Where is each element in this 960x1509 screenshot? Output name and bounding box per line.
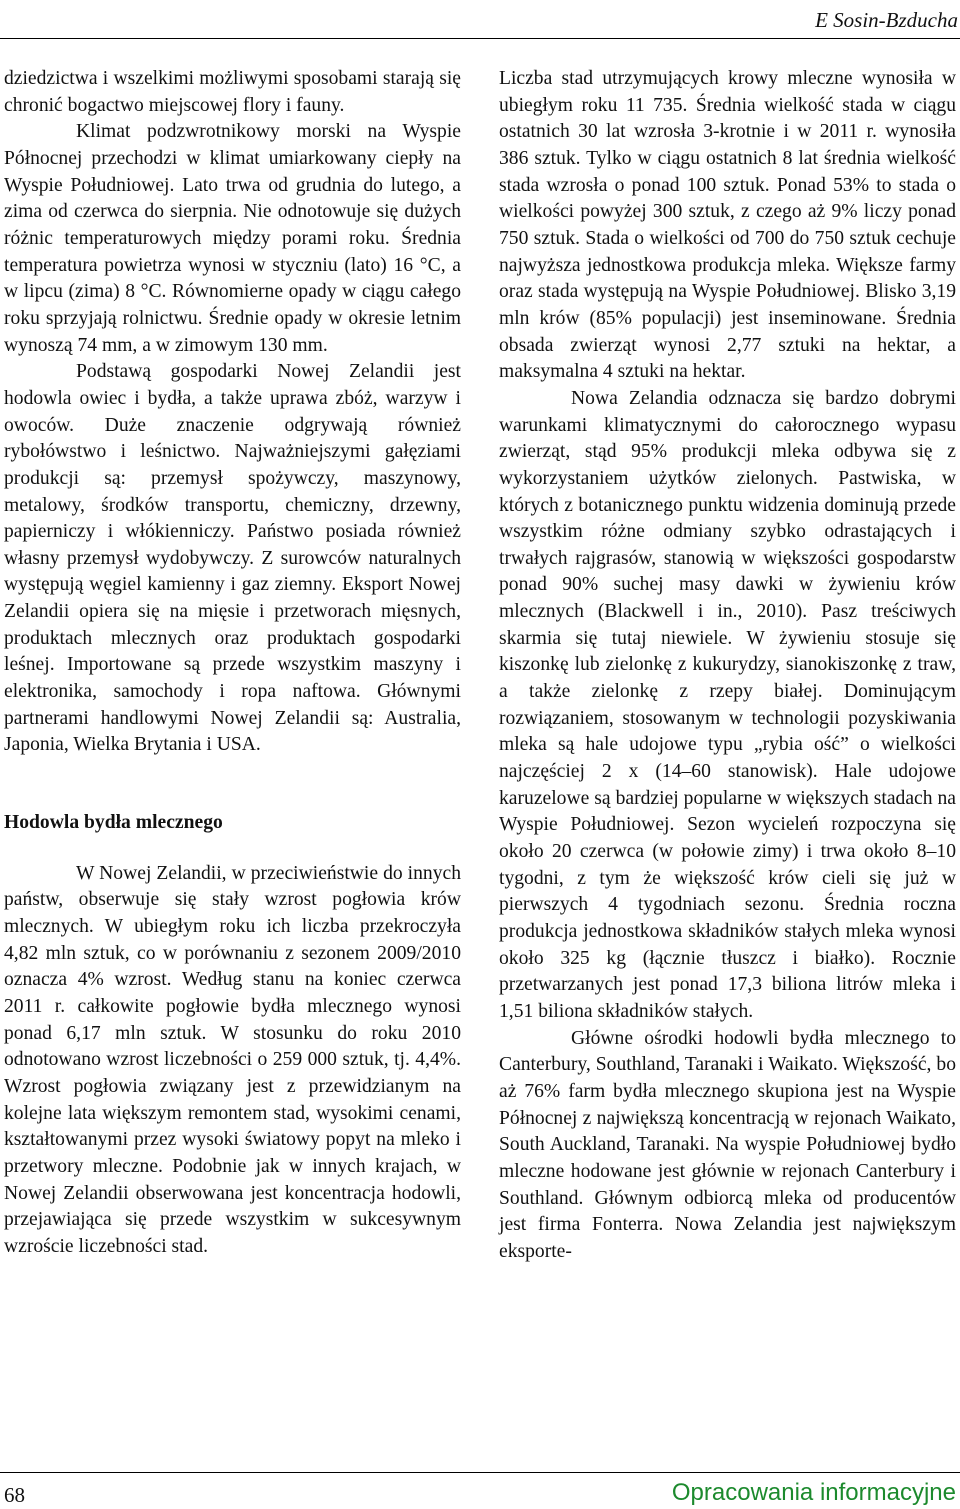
paragraph: Główne ośrodki hodowli bydła mlecznego to Canterbury, Southland, Taranaki i Waikato. Większość, bo aż 76% farm bydła mlecznego skupiona jest na Wyspie Północnej z największą koncentracją w rejonach Waikato, South Auckland, Taranaki. Na wyspie Południowej bydło mleczne hodowane jest głównie w rejonach Canterbury i Southland. Głównym odbiorcą mleka od producentów jest firma Fonterra. Nowa Zelandia jest największym eksporte- <box>499 1027 956 1262</box>
paragraph: Liczba stad utrzymujących krowy mleczne wynosiła w ubiegłym roku 11 735. Średnia wielkość stada w ciągu ostatnich 30 lat wzrosła 3-krotnie i w 2011 r. wynosiła 386 sztuk. Tylko w ciągu ostatnich 8 lat średnia wielkość stada wzrosła o ponad 100 sztuk. Ponad 53% to stada o wielkości powyżej 300 sztuk, z czego aż 9% liczy ponad 750 sztuk. Stada o wielkości od 700 do 750 sztuk cechuje najwyższa jednostkowa produkcja mleka. Większe farmy oraz stada występują na Wyspie Południowej. Blisko 3,19 mln krów (85% populacji) jest inseminowane. Średnia obsada zwierząt wynosi 2,77 sztuki na hektar, a maksymalna 4 sztuki na hektar. <box>499 68 956 383</box>
paragraph: Podstawą gospodarki Nowej Zelandii jest hodowla owiec i bydła, a także uprawa zbóż, warzyw i owoców. Duże znaczenie odgrywają również rybołówstwo i leśnictwo. Najważniejszymi gałęziami produkcji są: przemysł spożywczy, maszynowy, metalowy, środków transportu, chemiczny, drzewny, papierniczy i włókienniczy. Państwo posiada również własny przemysł wydobywczy. Z surowców naturalnych występują węgiel kamienny i gaz ziemny. Eksport Nowej Zelandii opiera się na mięsie i przetworach mięsnych, produktach mlecznych oraz produktach gospodarki leśnej. Importowane są przede wszystkim maszyny i elektronika, samochody i ropa naftowa. Głównymi partnerami handlowymi Nowej Zelandii są: Australia, Japonia, Wielka Brytania i USA. <box>4 361 461 756</box>
page-number: 68 <box>4 1483 25 1507</box>
right-column <box>499 66 956 1266</box>
left-column <box>4 66 461 1261</box>
paragraph: W Nowej Zelandii, w przeciwieństwie do innych państw, obserwuje się stały wzrost pogłowia krów mlecznych. W ubiegłym roku ich liczba przekroczyła 4,82 mln sztuk, co w porównaniu z sezonem 2009/2010 oznacza 4% wzrost. Według stanu na koniec czerwca 2011 r. całkowite pogłowie bydła mlecznego wynosi ponad 6,17 mln sztuk. W stosunku do roku 2010 odnotowano wzrost liczebności o 259 000 sztuk, tj. 4,4%. Wzrost pogłowia związany jest z przewidzianym na kolejne lata większym remontem stad, wysokimi cenami, kształtowanymi przez wysoki światowy popyt na mleko i przetwory mleczne. Podobnie jak w innych krajach, w Nowej Zelandii obserwowana jest koncentracja hodowli, przejawiająca się przede wszystkim w sukcesywnym wzroście liczebności stad. <box>4 862 461 1257</box>
paragraph: dziedzictwa i wszelkimi możliwymi sposobami starają się chronić bogactwo miejscowej flory i fauny. <box>4 68 461 116</box>
section-heading: Hodowla bydła mlecznego <box>4 812 223 834</box>
page-header <box>0 6 960 39</box>
running-head-author: E Sosin-Bzducha <box>815 8 958 32</box>
journal-section-title: Opracowania informacyjne <box>671 1479 956 1506</box>
page-footer <box>0 1472 960 1509</box>
paragraph: Klimat podzwrotnikowy morski na Wyspie Północnej przechodzi w klimat umiarkowany ciepły na Wyspie Południowej. Lato trwa od grudnia do lutego, a zima od czerwca do sierpnia. Nie odnotowuje się dużych różnic temperaturowych między porami roku. Średnia temperatura powietrza wynosi w styczniu (lato) 16 °C, a w lipcu (zima) 8 °C. Równomierne opady w ciągu całego roku sprzyjają rolnictwu. Średnie opady w okresie letnim wynoszą 74 mm, a w zimowym 130 mm. <box>4 121 461 356</box>
paragraph: Nowa Zelandia odznacza się bardzo dobrymi warunkami klimatycznymi do całorocznego wypasu zwierząt, stąd 95% produkcji mleka odbywa się z wykorzystaniem użytków zielonych. Pastwiska, w których z botanicznego punktu widzenia dominują przede wszystkim różne odmiany szybko odrastających i trwałych rajgrasów, stanowią w większości gospodarstw ponad 90% suchej masy dawki w żywieniu krów mlecznych (Blackwell i in., 2010). Pasz treściwych skarmia się tutaj niewiele. W żywieniu stosuje się kiszonkę lub zielonkę z kukurydzy, sianokiszonkę z traw, a także zielonkę z rzepy białej. Dominującym rozwiązaniem, stosowanym w technologii pozyskiwania mleka są hale udojowe typu „rybia ość” o wielkości najczęściej 2 x (14–60 stanowisk). Hale udojowe karuzelowe są bardziej popularne w większych stadach na Wyspie Południowej. Sezon wycieleń rozpoczyna się około 20 czerwca (w połowie zimy) i trwa około 8–10 tygodni, z tym że większość krów cieli się już w pierwszych 4 tygodniach sezonu. Średnia roczna produkcja jednostkowa składników stałych mleka wynosi około 325 kg (łącznie tłuszcz i białko). Rocznie przetwarzanych jest ponad 17,3 biliona litrów mleka i 1,51 biliona składników stałych. <box>499 387 956 1022</box>
